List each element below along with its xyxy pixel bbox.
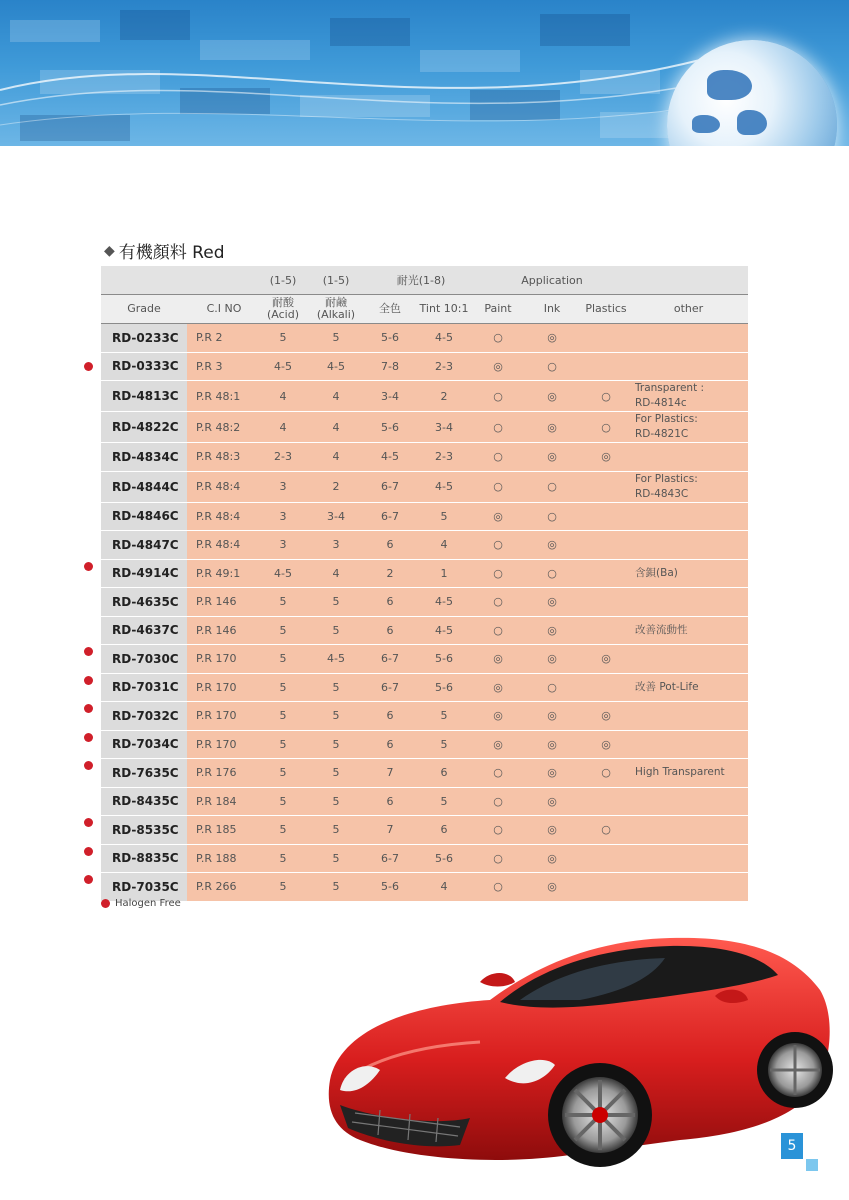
- alkali-header-text: 耐鹼 (Alkali): [316, 296, 356, 321]
- table-row: [101, 471, 748, 502]
- full-header: 全色: [367, 295, 413, 324]
- table-row: [101, 381, 748, 412]
- grade-header: Grade: [101, 295, 187, 324]
- cell-other: For Plastics: RD-4843C: [629, 471, 748, 502]
- cell-grade: RD-0233C: [101, 324, 187, 353]
- cell-grade: RD-7635C: [101, 759, 187, 788]
- table-row: [101, 616, 748, 645]
- table-row: [101, 324, 748, 353]
- cell-alkali: 5: [305, 730, 367, 759]
- table-row: [101, 412, 748, 443]
- cell-acid: 5: [261, 673, 305, 702]
- cell-acid: 5: [261, 844, 305, 873]
- cell-tint: 4-5: [413, 616, 475, 645]
- cell-cino: P.R 185: [187, 816, 261, 845]
- cell-full: 6-7: [367, 673, 413, 702]
- cell-cino: P.R 170: [187, 702, 261, 731]
- cell-full: 6-7: [367, 471, 413, 502]
- table-row: [101, 702, 748, 731]
- table-row: [101, 844, 748, 873]
- cell-plastics: [583, 844, 629, 873]
- table-body: [101, 324, 748, 902]
- cell-paint: ○: [475, 443, 521, 472]
- cell-full: 6: [367, 787, 413, 816]
- halogen-free-dot-icon: [84, 562, 93, 571]
- cell-cino: P.R 48:1: [187, 381, 261, 412]
- table-row: [101, 759, 748, 788]
- cell-cino: P.R 170: [187, 645, 261, 674]
- halogen-free-dot-icon: [84, 875, 93, 884]
- cell-tint: 5: [413, 730, 475, 759]
- cell-cino: P.R 184: [187, 787, 261, 816]
- cell-cino: P.R 266: [187, 873, 261, 902]
- cell-tint: 5: [413, 702, 475, 731]
- cell-cino: P.R 48:3: [187, 443, 261, 472]
- cell-ink: ◎: [521, 588, 583, 617]
- cell-cino: P.R 48:2: [187, 412, 261, 443]
- cell-tint: 2-3: [413, 352, 475, 381]
- cell-cino: P.R 146: [187, 588, 261, 617]
- halogen-free-dot-icon: [84, 733, 93, 742]
- cell-cino: P.R 2: [187, 324, 261, 353]
- cell-other: [629, 787, 748, 816]
- cell-alkali: 5: [305, 873, 367, 902]
- cell-grade: RD-8835C: [101, 844, 187, 873]
- cell-full: 7: [367, 759, 413, 788]
- cell-full: 5-6: [367, 412, 413, 443]
- cell-cino: P.R 49:1: [187, 559, 261, 588]
- cell-paint: ○: [475, 559, 521, 588]
- cell-tint: 4-5: [413, 324, 475, 353]
- column-header-row: [101, 295, 748, 324]
- cell-plastics: [583, 559, 629, 588]
- cell-grade: RD-0333C: [101, 352, 187, 381]
- cell-acid: 2-3: [261, 443, 305, 472]
- cell-paint: ○: [475, 381, 521, 412]
- cell-alkali: 5: [305, 844, 367, 873]
- cell-other: Transparent : RD-4814c: [629, 381, 748, 412]
- cell-ink: ◎: [521, 412, 583, 443]
- cell-grade: RD-4914C: [101, 559, 187, 588]
- cell-acid: 4: [261, 381, 305, 412]
- cell-acid: 4: [261, 412, 305, 443]
- table-row: [101, 816, 748, 845]
- cell-grade: RD-4637C: [101, 616, 187, 645]
- cell-paint: ◎: [475, 645, 521, 674]
- cell-ink: ○: [521, 673, 583, 702]
- halogen-free-dot-icon: [84, 647, 93, 656]
- cell-acid: 4-5: [261, 352, 305, 381]
- cell-paint: ◎: [475, 352, 521, 381]
- cell-grade: RD-4846C: [101, 502, 187, 531]
- cell-other: [629, 645, 748, 674]
- cell-grade: RD-4635C: [101, 588, 187, 617]
- alkali-header: [305, 295, 367, 324]
- cell-ink: ○: [521, 352, 583, 381]
- cell-full: 2: [367, 559, 413, 588]
- legend: [101, 898, 181, 909]
- cell-plastics: [583, 531, 629, 560]
- cell-ink: ◎: [521, 443, 583, 472]
- cell-ink: ◎: [521, 381, 583, 412]
- cell-alkali: 5: [305, 324, 367, 353]
- cell-plastics: [583, 352, 629, 381]
- table-row: [101, 502, 748, 531]
- cell-grade: RD-7030C: [101, 645, 187, 674]
- cell-alkali: 5: [305, 673, 367, 702]
- cell-grade: RD-4844C: [101, 471, 187, 502]
- cell-full: 6: [367, 702, 413, 731]
- cell-plastics: [583, 471, 629, 502]
- cell-grade: RD-7034C: [101, 730, 187, 759]
- cell-plastics: [583, 616, 629, 645]
- cell-alkali: 4: [305, 381, 367, 412]
- cell-tint: 5: [413, 502, 475, 531]
- cell-ink: ◎: [521, 702, 583, 731]
- table-row: [101, 730, 748, 759]
- cell-paint: ○: [475, 324, 521, 353]
- cell-ink: ◎: [521, 616, 583, 645]
- cell-full: 6: [367, 730, 413, 759]
- cell-tint: 6: [413, 759, 475, 788]
- cell-tint: 2-3: [413, 443, 475, 472]
- cell-alkali: 4-5: [305, 352, 367, 381]
- cell-tint: 4: [413, 873, 475, 902]
- table-row: [101, 531, 748, 560]
- cell-ink: ○: [521, 502, 583, 531]
- cell-tint: 5-6: [413, 645, 475, 674]
- cell-ink: ○: [521, 471, 583, 502]
- cell-other: 改善 Pot-Life: [629, 673, 748, 702]
- cell-paint: ○: [475, 471, 521, 502]
- cell-ink: ◎: [521, 759, 583, 788]
- cell-other: [629, 531, 748, 560]
- cell-alkali: 5: [305, 588, 367, 617]
- halogen-free-dot-icon: [101, 899, 110, 908]
- cell-tint: 5-6: [413, 673, 475, 702]
- cell-full: 4-5: [367, 443, 413, 472]
- cell-plastics: ○: [583, 381, 629, 412]
- table-row: [101, 588, 748, 617]
- cell-alkali: 2: [305, 471, 367, 502]
- cell-alkali: 4: [305, 559, 367, 588]
- section-title: [104, 238, 224, 263]
- halogen-free-dot-icon: [84, 704, 93, 713]
- cell-other: [629, 730, 748, 759]
- acid-header-text: 耐酸 (Acid): [266, 296, 299, 321]
- cell-grade: RD-4834C: [101, 443, 187, 472]
- cell-tint: 5-6: [413, 844, 475, 873]
- pigment-table: [101, 266, 748, 902]
- cell-ink: ◎: [521, 730, 583, 759]
- cell-plastics: [583, 324, 629, 353]
- cell-acid: 3: [261, 531, 305, 560]
- cell-full: 6-7: [367, 502, 413, 531]
- diamond-icon: ◆: [104, 242, 115, 259]
- cell-plastics: [583, 787, 629, 816]
- cell-tint: 4-5: [413, 471, 475, 502]
- cell-ink: ○: [521, 559, 583, 588]
- halogen-free-dot-icon: [84, 362, 93, 371]
- section-title-text: 有機顏料 Red: [118, 243, 225, 263]
- table-row: [101, 873, 748, 902]
- cell-plastics: ○: [583, 759, 629, 788]
- cell-alkali: 4: [305, 412, 367, 443]
- cell-full: 6-7: [367, 844, 413, 873]
- application-header: Application: [475, 266, 629, 295]
- cell-paint: ○: [475, 873, 521, 902]
- cell-full: 7: [367, 816, 413, 845]
- halogen-free-dot-icon: [84, 676, 93, 685]
- table-row: [101, 443, 748, 472]
- cell-plastics: [583, 588, 629, 617]
- cell-acid: 5: [261, 787, 305, 816]
- cell-alkali: 5: [305, 787, 367, 816]
- cell-other: [629, 502, 748, 531]
- cell-ink: ◎: [521, 645, 583, 674]
- cell-alkali: 3: [305, 531, 367, 560]
- cell-other: High Transparent: [629, 759, 748, 788]
- cell-grade: RD-4847C: [101, 531, 187, 560]
- cell-alkali: 4-5: [305, 645, 367, 674]
- cell-ink: ◎: [521, 844, 583, 873]
- table-row: [101, 645, 748, 674]
- cell-full: 5-6: [367, 324, 413, 353]
- table-row: [101, 559, 748, 588]
- cell-acid: 5: [261, 588, 305, 617]
- cell-acid: 5: [261, 645, 305, 674]
- cell-paint: ◎: [475, 673, 521, 702]
- cell-ink: ◎: [521, 873, 583, 902]
- cell-other: [629, 588, 748, 617]
- cell-acid: 5: [261, 816, 305, 845]
- cell-tint: 1: [413, 559, 475, 588]
- cell-paint: ○: [475, 588, 521, 617]
- cell-plastics: [583, 873, 629, 902]
- cell-acid: 5: [261, 759, 305, 788]
- cino-header: C.I NO: [187, 295, 261, 324]
- cell-other: [629, 324, 748, 353]
- cell-paint: ○: [475, 759, 521, 788]
- cell-grade: RD-4813C: [101, 381, 187, 412]
- cell-alkali: 4: [305, 443, 367, 472]
- cell-plastics: ◎: [583, 645, 629, 674]
- cell-acid: 5: [261, 730, 305, 759]
- cell-paint: ◎: [475, 730, 521, 759]
- halogen-free-dot-icon: [84, 818, 93, 827]
- cell-full: 5-6: [367, 873, 413, 902]
- cell-other: [629, 443, 748, 472]
- cell-ink: ◎: [521, 816, 583, 845]
- cell-full: 6-7: [367, 645, 413, 674]
- cell-alkali: 3-4: [305, 502, 367, 531]
- page-number: 5: [781, 1133, 803, 1159]
- cell-other: [629, 816, 748, 845]
- cell-grade: RD-7035C: [101, 873, 187, 902]
- acid-range-header: (1-5): [261, 266, 305, 295]
- cell-paint: ○: [475, 844, 521, 873]
- cell-cino: P.R 176: [187, 759, 261, 788]
- ink-header: Ink: [521, 295, 583, 324]
- table-row: [101, 352, 748, 381]
- page-corner-square: [806, 1159, 818, 1171]
- halogen-free-dot-icon: [84, 761, 93, 770]
- sports-car-image: [320, 930, 840, 1185]
- cell-tint: 3-4: [413, 412, 475, 443]
- cell-tint: 2: [413, 381, 475, 412]
- cell-acid: 5: [261, 702, 305, 731]
- cell-plastics: ○: [583, 412, 629, 443]
- cell-paint: ○: [475, 531, 521, 560]
- table-row: [101, 673, 748, 702]
- cell-acid: 3: [261, 471, 305, 502]
- cell-full: 6: [367, 616, 413, 645]
- cell-ink: ◎: [521, 531, 583, 560]
- cell-cino: P.R 170: [187, 730, 261, 759]
- cell-cino: P.R 146: [187, 616, 261, 645]
- cell-other: 含鋇(Ba): [629, 559, 748, 588]
- cell-other: [629, 873, 748, 902]
- cell-cino: P.R 48:4: [187, 502, 261, 531]
- cell-full: 3-4: [367, 381, 413, 412]
- cell-plastics: [583, 673, 629, 702]
- alkali-range-header: (1-5): [305, 266, 367, 295]
- cell-full: 6: [367, 531, 413, 560]
- cell-cino: P.R 48:4: [187, 471, 261, 502]
- cell-tint: 4: [413, 531, 475, 560]
- legend-text: Halogen Free: [115, 898, 181, 909]
- cell-plastics: ◎: [583, 443, 629, 472]
- cell-cino: P.R 3: [187, 352, 261, 381]
- cell-acid: 5: [261, 873, 305, 902]
- cell-acid: 5: [261, 324, 305, 353]
- cell-alkali: 5: [305, 702, 367, 731]
- group-header-row: [101, 266, 748, 295]
- cell-tint: 4-5: [413, 588, 475, 617]
- cell-paint: ◎: [475, 502, 521, 531]
- cell-paint: ◎: [475, 702, 521, 731]
- cell-alkali: 5: [305, 816, 367, 845]
- lightfastness-header: 耐光(1-8): [367, 266, 475, 295]
- cell-alkali: 5: [305, 616, 367, 645]
- cell-grade: RD-8535C: [101, 816, 187, 845]
- cell-grade: RD-7032C: [101, 702, 187, 731]
- cell-tint: 5: [413, 787, 475, 816]
- cell-cino: P.R 48:4: [187, 531, 261, 560]
- cell-acid: 4-5: [261, 559, 305, 588]
- cell-other: [629, 844, 748, 873]
- cell-plastics: ◎: [583, 702, 629, 731]
- halogen-free-dot-icon: [84, 847, 93, 856]
- cell-acid: 3: [261, 502, 305, 531]
- cell-plastics: ○: [583, 816, 629, 845]
- plastics-header: Plastics: [583, 295, 629, 324]
- cell-paint: ○: [475, 412, 521, 443]
- cell-grade: RD-7031C: [101, 673, 187, 702]
- cell-ink: ◎: [521, 324, 583, 353]
- cell-other: 改善流動性: [629, 616, 748, 645]
- cell-other: [629, 702, 748, 731]
- cell-full: 7-8: [367, 352, 413, 381]
- cell-cino: P.R 170: [187, 673, 261, 702]
- table-row: [101, 787, 748, 816]
- acid-header: [261, 295, 305, 324]
- cell-tint: 6: [413, 816, 475, 845]
- header-banner: [0, 0, 849, 146]
- cell-acid: 5: [261, 616, 305, 645]
- tint-header: Tint 10:1: [413, 295, 475, 324]
- cell-paint: ○: [475, 816, 521, 845]
- paint-header: Paint: [475, 295, 521, 324]
- cell-cino: P.R 188: [187, 844, 261, 873]
- cell-plastics: ◎: [583, 730, 629, 759]
- cell-alkali: 5: [305, 759, 367, 788]
- cell-ink: ◎: [521, 787, 583, 816]
- cell-paint: ○: [475, 616, 521, 645]
- cell-paint: ○: [475, 787, 521, 816]
- cell-plastics: [583, 502, 629, 531]
- other-header: other: [629, 295, 748, 324]
- cell-grade: RD-4822C: [101, 412, 187, 443]
- cell-full: 6: [367, 588, 413, 617]
- cell-other: For Plastics: RD-4821C: [629, 412, 748, 443]
- cell-grade: RD-8435C: [101, 787, 187, 816]
- cell-other: [629, 352, 748, 381]
